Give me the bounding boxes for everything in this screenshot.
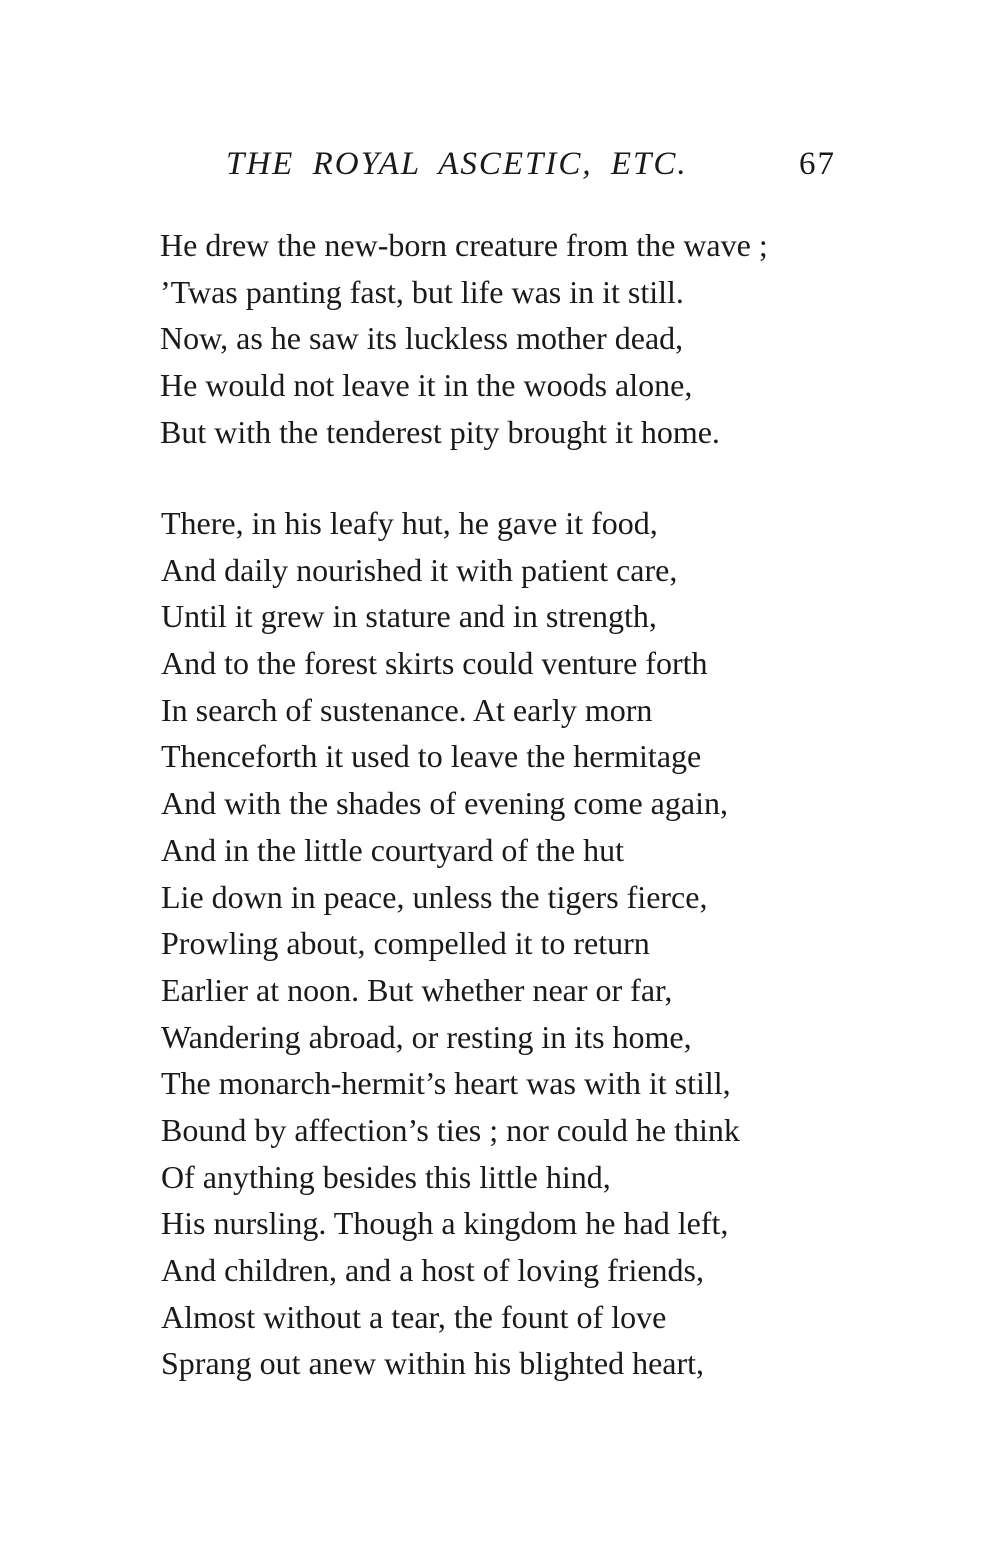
poem-line: Now, as he saw its luckless mother dead,	[160, 320, 684, 357]
poem-line: Sprang out anew within his blighted heart,	[161, 1345, 705, 1382]
running-head-title: THE ROYAL ASCETIC, ETC.	[226, 146, 688, 182]
stanza-1	[160, 222, 768, 455]
poem-line: ’Twas panting fast, but life was in it still.	[160, 273, 684, 310]
poem-line: And with the shades of evening come again,	[161, 785, 728, 822]
poem-line: Almost without a tear, the fount of love	[161, 1298, 667, 1335]
poem-line: In search of sustenance. At early morn	[161, 691, 653, 728]
running-head	[226, 146, 836, 196]
stanza-2	[161, 500, 740, 1387]
poem-line: The monarch-hermit’s heart was with it still,	[161, 1065, 731, 1102]
page-number: 67	[799, 146, 836, 182]
poem-line: Earlier at noon. But whether near or far,	[161, 971, 673, 1008]
poem-line: Of anything besides this little hind,	[161, 1158, 611, 1195]
poem-line: And to the forest skirts could venture forth	[161, 645, 708, 682]
poem-line: He would not leave it in the woods alone,	[160, 367, 693, 404]
poem-line: Lie down in peace, unless the tigers fierce,	[161, 878, 708, 915]
poem-line: And daily nourished it with patient care,	[161, 551, 678, 588]
poem-line: Wandering abroad, or resting in its home,	[161, 1018, 692, 1055]
poem-line: Thenceforth it used to leave the hermitage	[161, 738, 702, 775]
poem-line: His nursling. Though a kingdom he had left,	[161, 1205, 729, 1242]
poem-line: Until it grew in stature and in strength,	[161, 598, 657, 635]
poem-line: And in the little courtyard of the hut	[161, 831, 624, 868]
poem-line: Prowling about, compelled it to return	[161, 925, 650, 962]
poem-line: And children, and a host of loving friends,	[161, 1252, 704, 1288]
poem-line: Bound by affection’s ties ; nor could he think	[161, 1111, 740, 1148]
poem-line: But with the tenderest pity brought it home.	[160, 413, 720, 450]
poem-line: He drew the new-born creature from the wave ;	[160, 227, 768, 263]
poem-line: There, in his leafy hut, he gave it food,	[161, 505, 658, 541]
